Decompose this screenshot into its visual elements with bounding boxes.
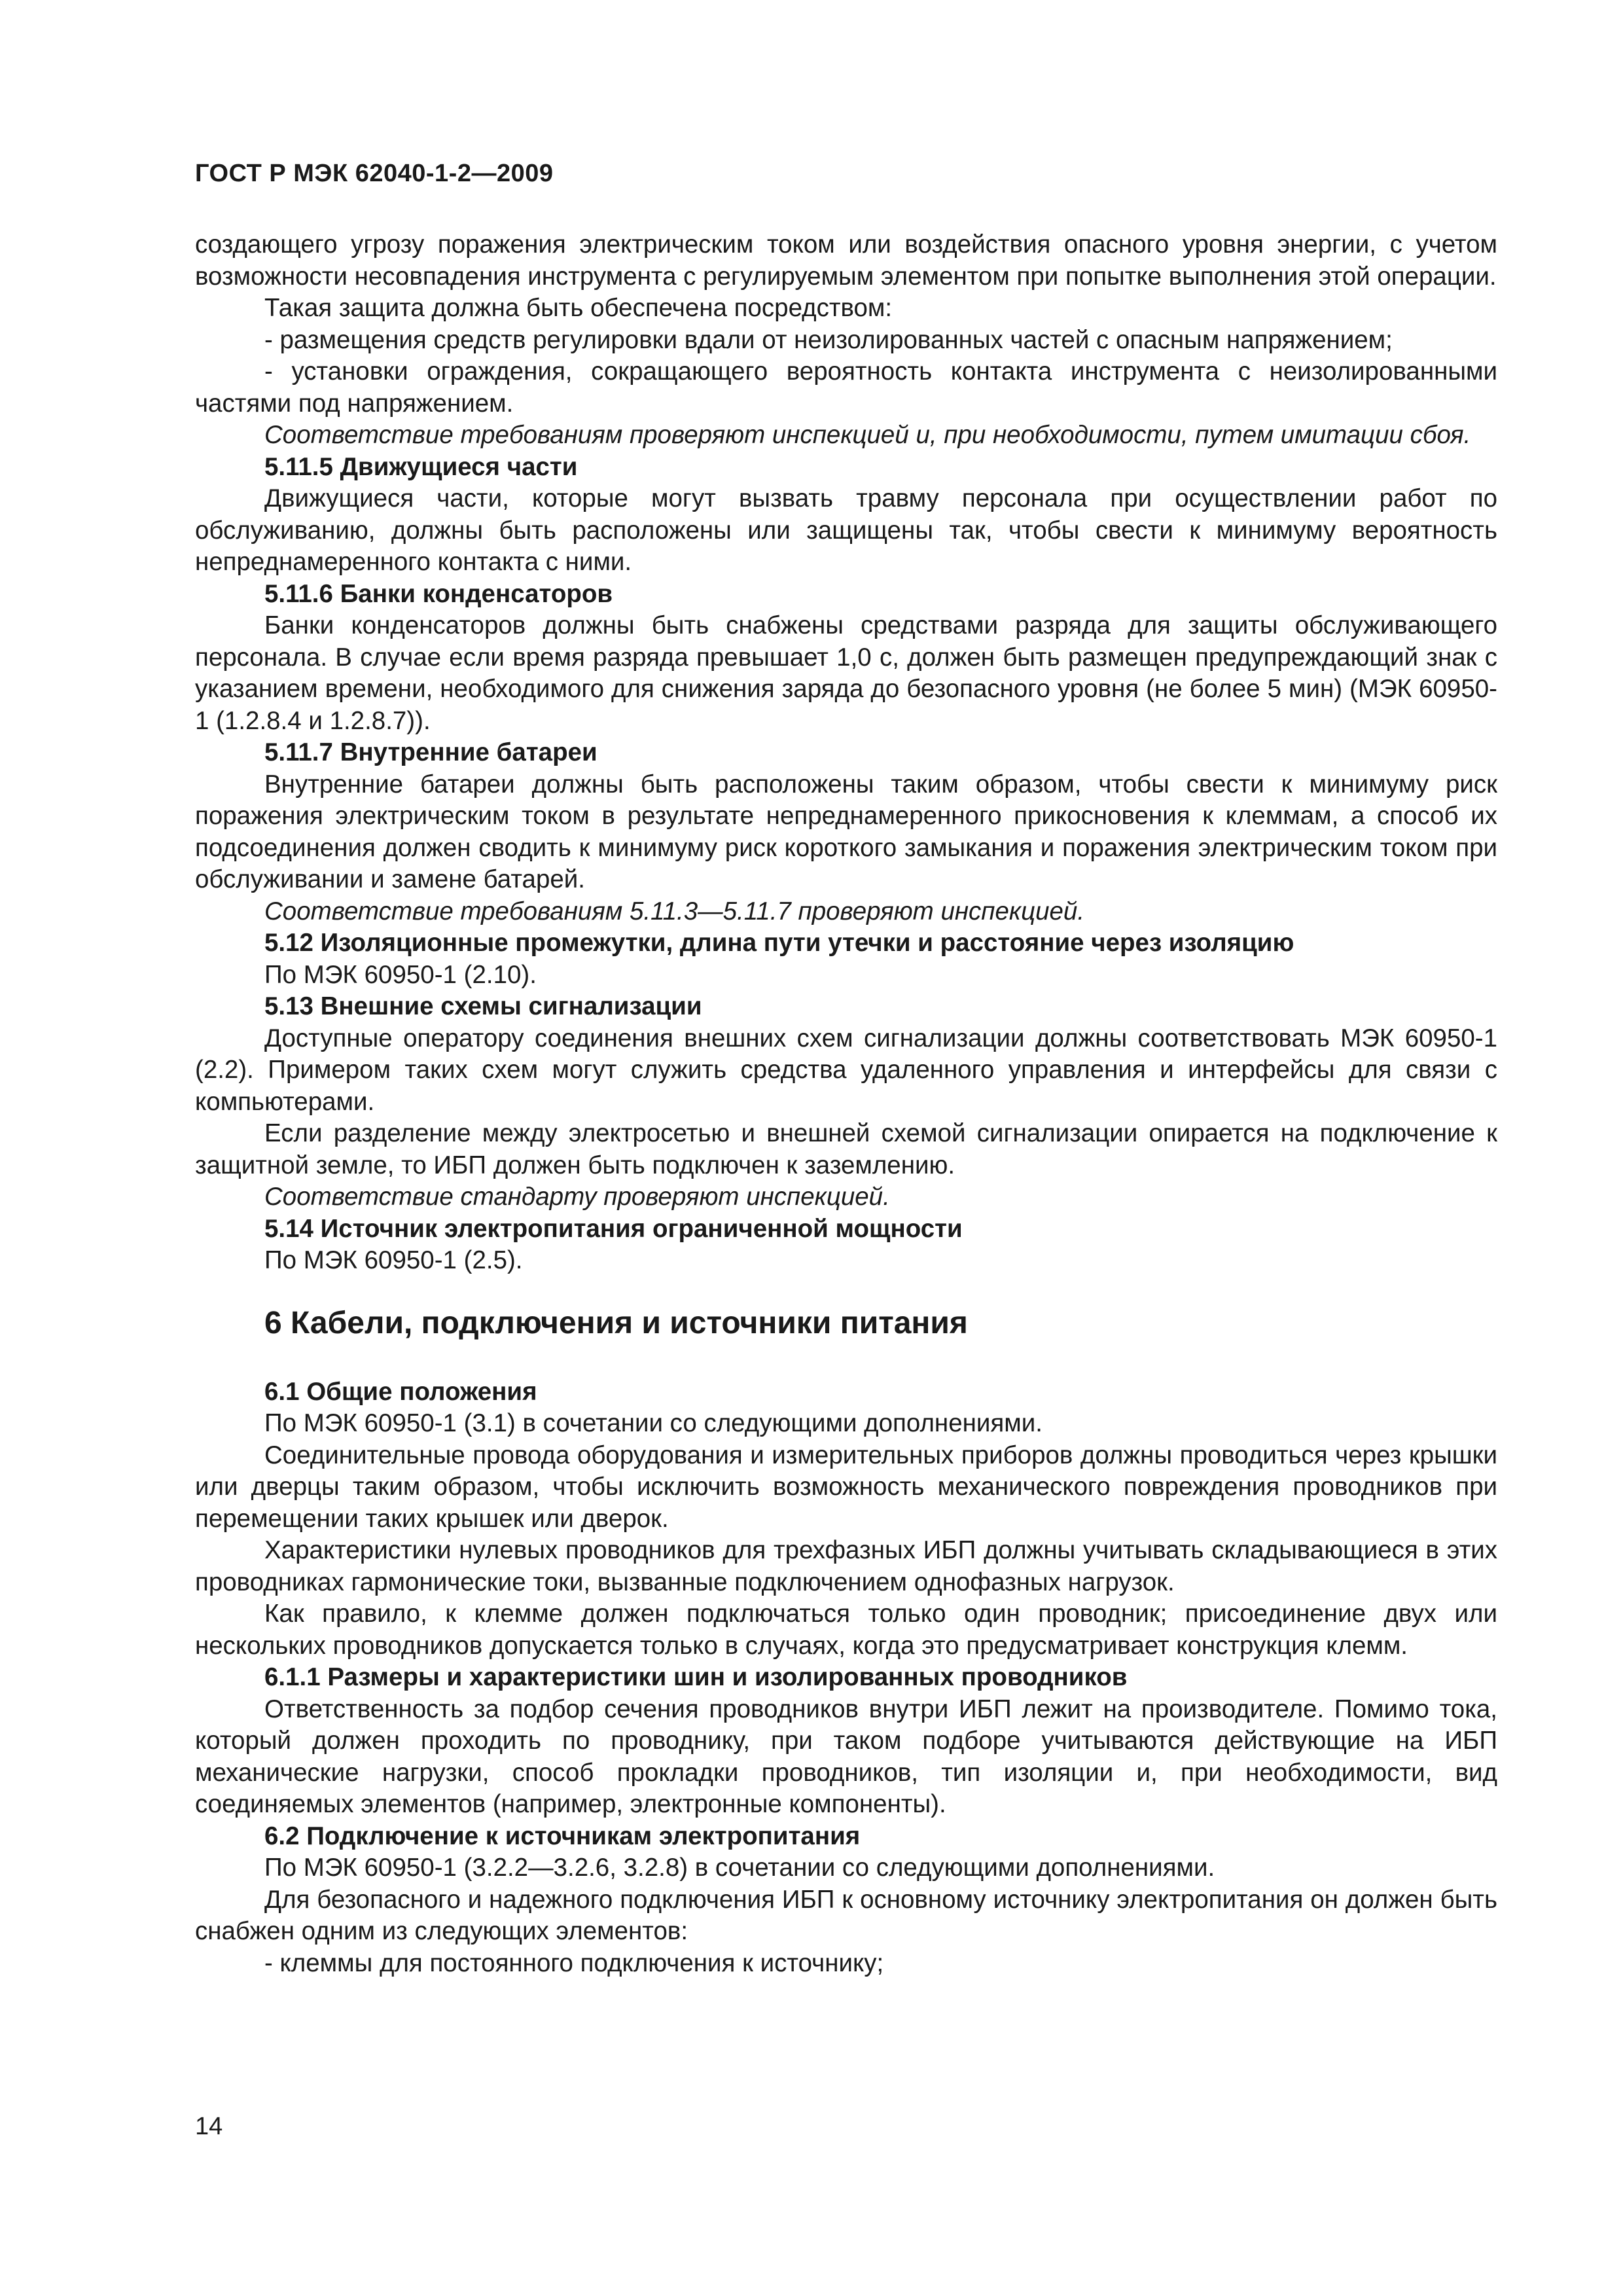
section-heading-6-1: 6.1 Общие положения: [264, 1377, 537, 1406]
paragraph: По МЭК 60950-1 (3.2.2—3.2.6, 3.2.8) в сочетании со следующими дополнениями.: [264, 1854, 1215, 1882]
paragraph: Соединительные провода оборудования и измерительных приборов должны проводиться через крышки или дверцы таким образом, чтобы исключить возможность механического повреждения проводников при перемещении таких крышек или дверок.: [195, 1441, 1497, 1533]
paragraph: Такая защита должна быть обеспечена посредством:: [264, 294, 893, 322]
paragraph: По МЭК 60950-1 (3.1) в сочетании со следующими дополнениями.: [264, 1409, 1043, 1437]
paragraph: По МЭК 60950-1 (2.5).: [264, 1246, 523, 1274]
page-number: 14: [195, 2113, 223, 2140]
chapter-heading-6: 6 Кабели, подключения и источники питания: [264, 1305, 968, 1340]
list-item: - установки ограждения, сокращающего вероятность контакта инструмента с неизолированными частями под напряжением.: [195, 357, 1497, 418]
section-heading-5-11-6: 5.11.6 Банки конденсаторов: [264, 579, 613, 608]
list-item: - клеммы для постоянного подключения к источнику;: [264, 1948, 884, 1977]
compliance-note: Соответствие требованиям проверяют инспекцией и, при необходимости, путем имитации сбоя.: [264, 421, 1471, 449]
paragraph: Движущиеся части, которые могут вызвать травму персонала при осуществлении работ по обслуживанию, должны быть расположены или защищены так, чтобы свести к минимуму вероятность непреднамеренного контакта с ними.: [195, 484, 1497, 576]
section-heading-5-11-5: 5.11.5 Движущиеся части: [264, 452, 578, 481]
document-body: [195, 229, 1497, 1979]
section-heading-5-11-7: 5.11.7 Внутренние батареи: [264, 738, 597, 766]
section-heading-6-1-1: 6.1.1 Размеры и характеристики шин и изолированных проводников: [264, 1663, 1128, 1691]
paragraph: Внутренние батареи должны быть расположены таким образом, чтобы свести к минимуму риск поражения электрическим током в результате непреднамеренного прикосновения к клеммам, а способ их подсоединения должен сводить к минимуму риск короткого замыкания и поражения электрическим током при обслуживании и замене батарей.: [195, 770, 1497, 893]
document-header: ГОСТ Р МЭК 62040-1-2—2009: [195, 160, 554, 187]
section-heading-6-2: 6.2 Подключение к источникам электропитания: [264, 1821, 861, 1850]
paragraph: создающего угрозу поражения электрическим током или воздействия опасного уровня энергии, с учетом возможности несовпадения инструмента с регулируемым элементом при попытке выполнения этой операции.: [195, 230, 1497, 291]
paragraph: Банки конденсаторов должны быть снабжены средствами разряда для защиты обслуживающего персонала. В случае если время разряда превышает 1,0 с, должен быть размещен предупреждающий знак с указанием времени, необходимого для снижения заряда до безопасного уровня (не более 5 мин) (МЭК 60950-1 (1.2.8.4 и 1.2.8.7)).: [195, 611, 1497, 735]
paragraph: Если разделение между электросетью и внешней схемой сигнализации опирается на подключение к защитной земле, то ИБП должен быть подключен к заземлению.: [195, 1119, 1497, 1179]
paragraph: Характеристики нулевых проводников для трехфазных ИБП должны учитывать складывающиеся в этих проводниках гармонические токи, вызванные подключением однофазных нагрузок.: [195, 1536, 1497, 1596]
paragraph: Как правило, к клемме должен подключаться только один проводник; присоединение двух или нескольких проводников допускается только в случаях, когда это предусматривает конструкция клемм.: [195, 1600, 1497, 1660]
section-heading-5-13: 5.13 Внешние схемы сигнализации: [264, 992, 702, 1020]
section-heading-5-14: 5.14 Источник электропитания ограниченной мощности: [264, 1214, 963, 1243]
paragraph: Ответственность за подбор сечения проводников внутри ИБП лежит на производителе. Помимо тока, который должен проходить по проводнику, при таком подборе учитываются действующие на ИБП механические нагрузки, способ прокладки проводников, тип изоляции и, при необходимости, вид соединяемых элементов (например, электронные компоненты).: [195, 1695, 1497, 1818]
list-item: - размещения средств регулировки вдали от неизолированных частей с опасным напряжением;: [264, 325, 1393, 354]
compliance-note: Соответствие стандарту проверяют инспекцией.: [264, 1183, 890, 1211]
paragraph: По МЭК 60950-1 (2.10).: [264, 960, 537, 989]
compliance-note: Соответствие требованиям 5.11.3—5.11.7 проверяют инспекцией.: [264, 897, 1085, 925]
paragraph: Доступные оператору соединения внешних схем сигнализации должны соответствовать МЭК 60950-1 (2.2). Примером таких схем могут служить средства удаленного управления и интерфейсы для связи с компьютерами.: [195, 1024, 1497, 1116]
paragraph: Для безопасного и надежного подключения ИБП к основному источнику электропитания он должен быть снабжен одним из следующих элементов:: [195, 1885, 1497, 1945]
section-heading-5-12: 5.12 Изоляционные промежутки, длина пути утечки и расстояние через изоляцию: [264, 929, 1294, 957]
